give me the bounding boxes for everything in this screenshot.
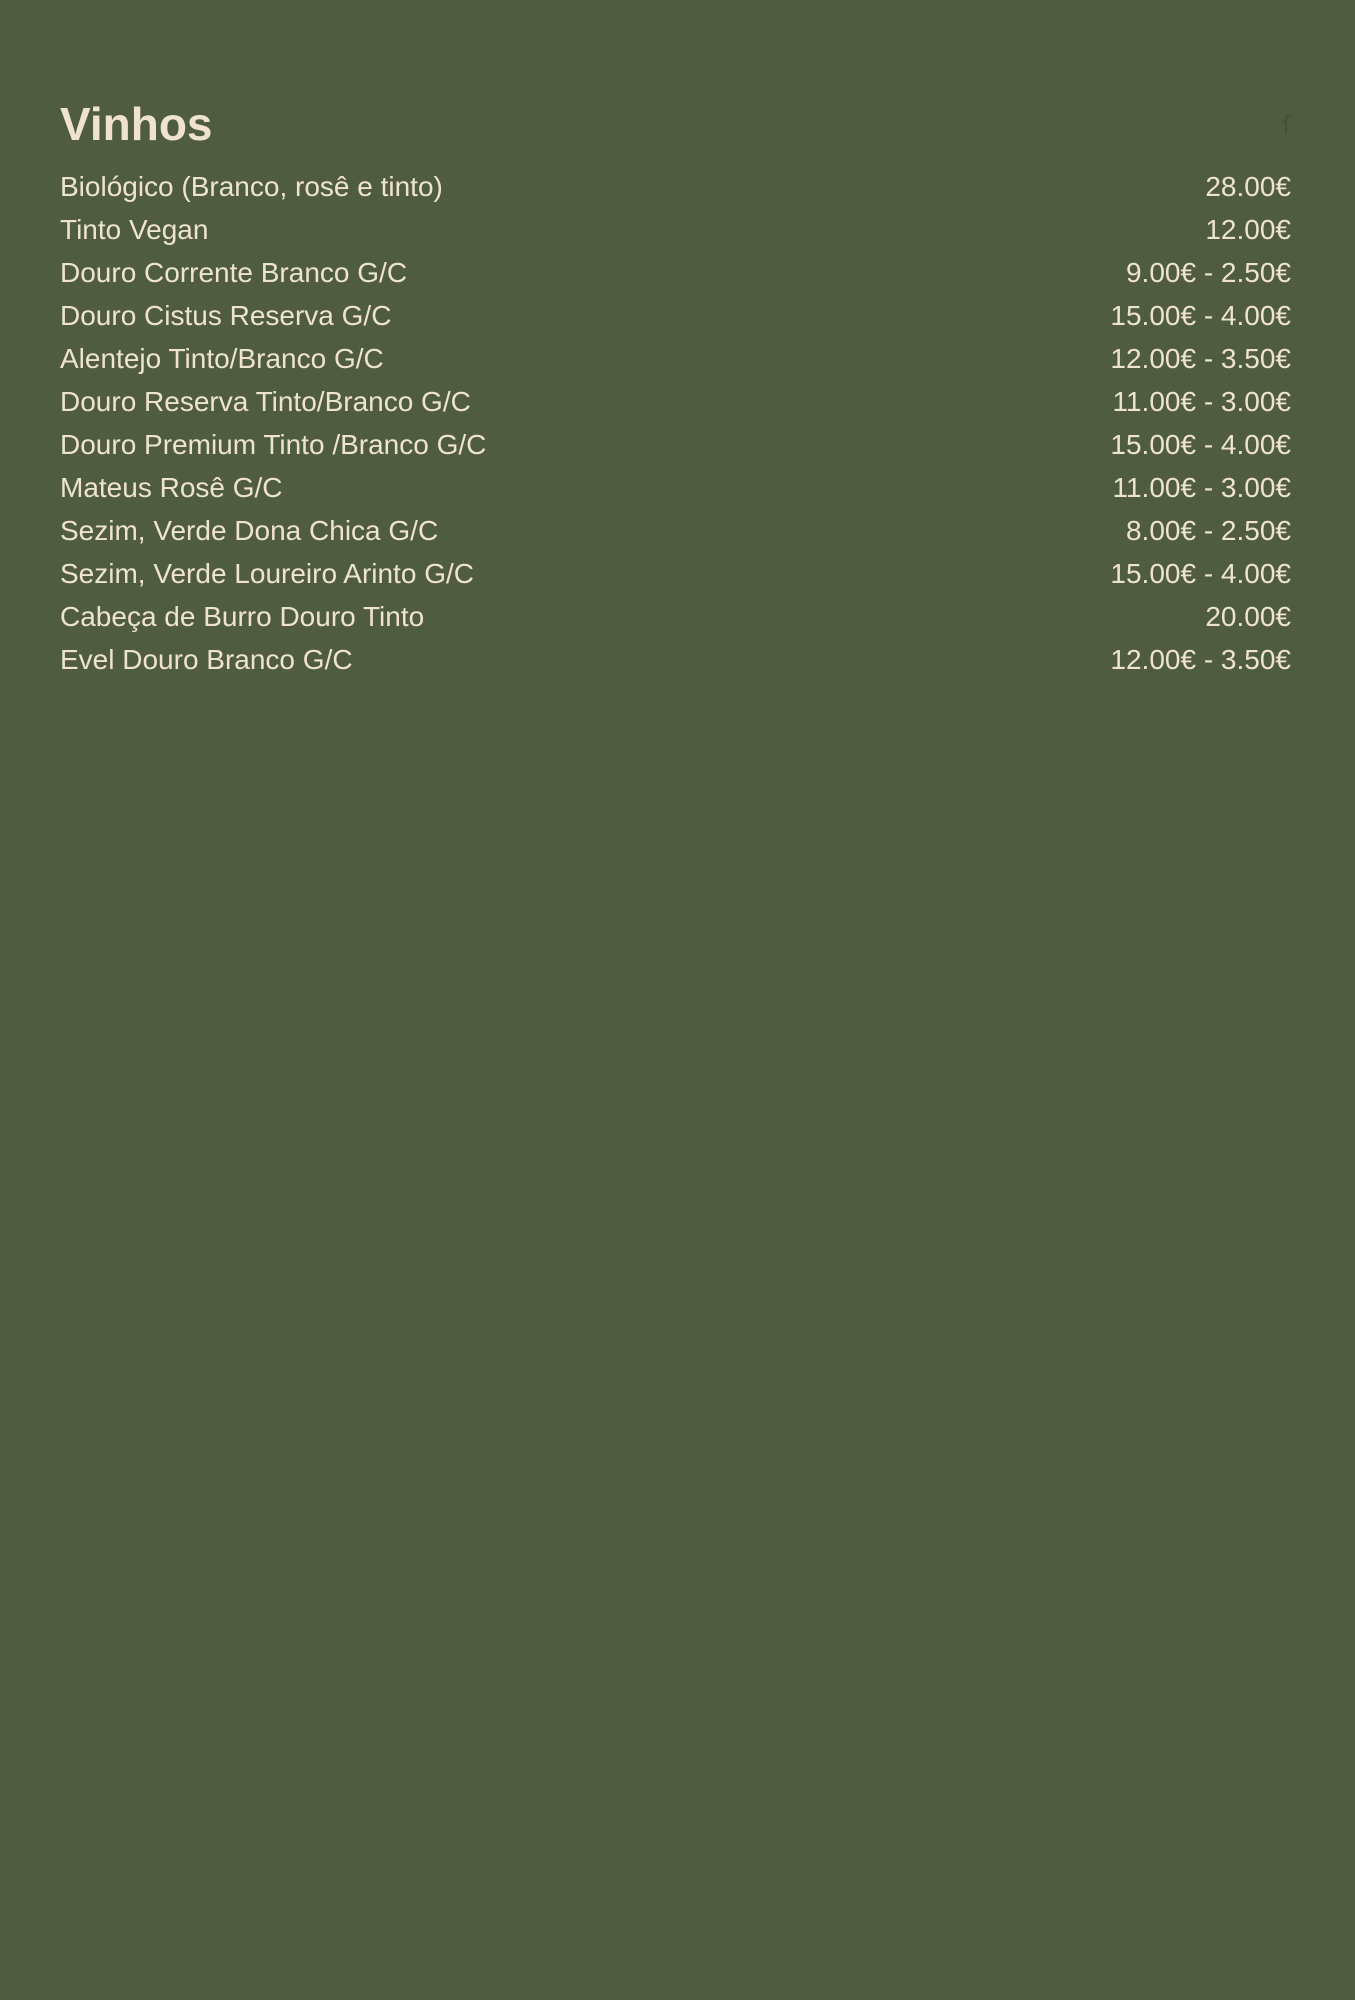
wine-price: 20.00€	[1205, 601, 1291, 632]
wine-price: 11.00€ - 3.00€	[1112, 472, 1291, 503]
wine-name: Biológico (Branco, rosê e tinto)	[60, 171, 443, 202]
wine-price: 12.00€	[1205, 214, 1291, 245]
menu-item	[60, 466, 1291, 509]
wine-list	[60, 165, 1291, 681]
menu-header	[60, 92, 1291, 156]
wine-name: Douro Corrente Branco G/C	[60, 257, 408, 288]
wine-name: Douro Cistus Reserva G/C	[60, 300, 392, 331]
wine-name: Sezim, Verde Loureiro Arinto G/C	[60, 558, 474, 589]
wine-name: Mateus Rosê G/C	[60, 472, 283, 503]
menu-item	[60, 294, 1291, 337]
wine-price: 12.00€ - 3.50€	[1110, 644, 1291, 675]
wine-name: Evel Douro Branco G/C	[60, 644, 353, 675]
menu-item	[60, 251, 1291, 294]
menu-item	[60, 380, 1291, 423]
wine-price: 28.00€	[1205, 171, 1291, 202]
wine-price: 9.00€ - 2.50€	[1125, 257, 1291, 288]
wine-name: Tinto Vegan	[60, 214, 209, 245]
wine-name: Sezim, Verde Dona Chica G/C	[60, 515, 439, 546]
wine-price: 15.00€ - 4.00€	[1110, 429, 1291, 460]
wine-price: 12.00€ - 3.50€	[1110, 343, 1291, 374]
wine-price: 15.00€ - 4.00€	[1110, 558, 1291, 589]
menu-item	[60, 638, 1291, 681]
wine-price: 15.00€ - 4.00€	[1110, 300, 1291, 331]
wine-price: 11.00€ - 3.00€	[1112, 386, 1291, 417]
menu-item	[60, 595, 1291, 638]
menu-item	[60, 208, 1291, 251]
menu-item	[60, 165, 1291, 208]
wine-price: 8.00€ - 2.50€	[1125, 515, 1291, 546]
page-title: Vinhos	[60, 98, 213, 150]
menu-item	[60, 337, 1291, 380]
wine-name: Douro Reserva Tinto/Branco G/C	[60, 386, 471, 417]
menu-item	[60, 509, 1291, 552]
menu-item	[60, 552, 1291, 595]
wine-name: Alentejo Tinto/Branco G/C	[60, 343, 384, 374]
menu-item	[60, 423, 1291, 466]
wine-name: Douro Premium Tinto /Branco G/C	[60, 429, 487, 460]
wine-name: Cabeça de Burro Douro Tinto	[60, 601, 425, 632]
corner-mark-icon: ſ	[1281, 111, 1291, 141]
